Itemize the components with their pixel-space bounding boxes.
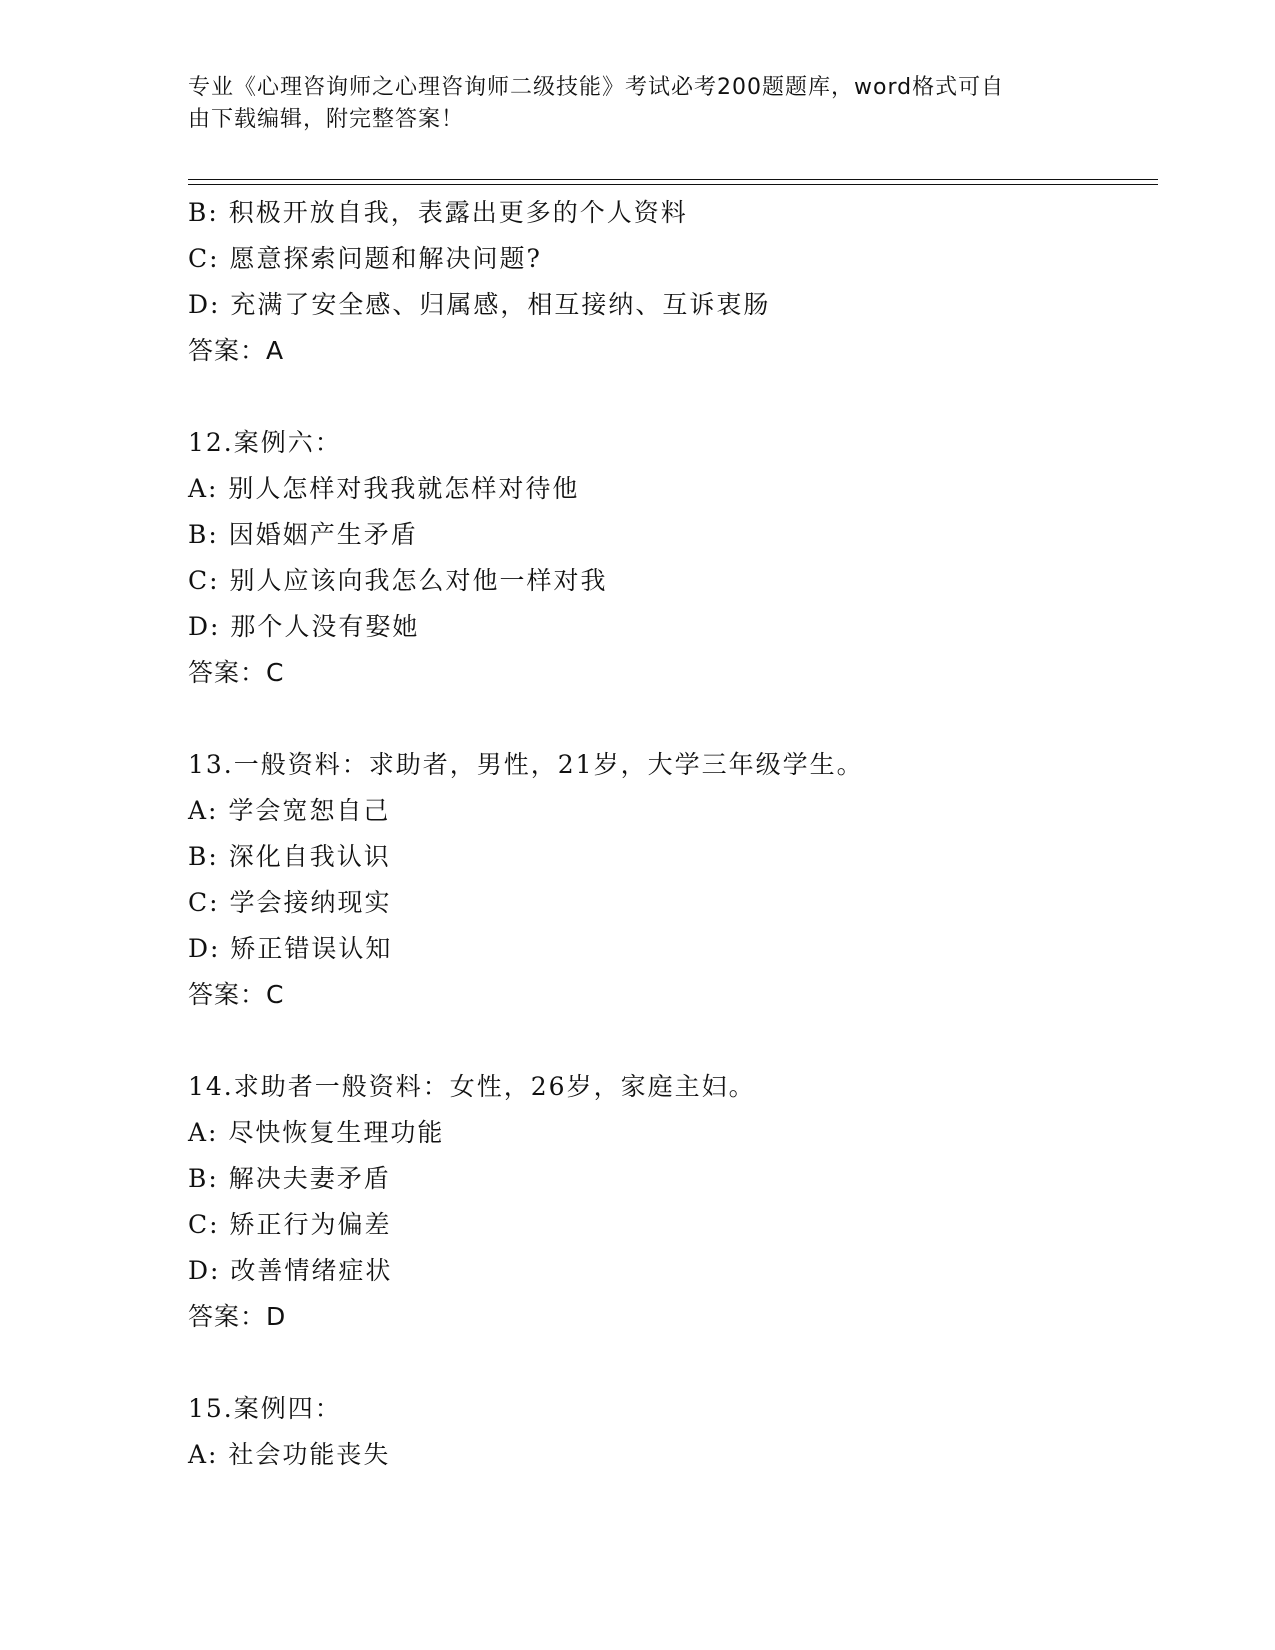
- option-b: B: 深化自我认识: [188, 842, 391, 871]
- document-header: [188, 72, 1068, 136]
- option-d: D: 充满了安全感、归属感，相互接纳、互诉衷肠: [188, 290, 771, 319]
- question-title: 12.案例六：: [188, 428, 342, 457]
- option-c: C: 学会接纳现实: [188, 888, 392, 917]
- option-b: B: 因婚姻产生矛盾: [188, 520, 418, 549]
- question-block-12: [188, 420, 1148, 696]
- header-line-2: 由下载编辑，附完整答案！: [188, 107, 465, 132]
- question-list: [188, 190, 1148, 1478]
- question-title: 15.案例四：: [188, 1394, 342, 1423]
- spacer: [188, 374, 1148, 420]
- question-title: 14.求助者一般资料：女性，26岁，家庭主妇。: [188, 1072, 756, 1101]
- option-d: D: 改善情绪症状: [188, 1256, 393, 1285]
- question-block-13: [188, 742, 1148, 1018]
- spacer: [188, 1018, 1148, 1064]
- spacer: [188, 696, 1148, 742]
- option-d: D: 矫正错误认知: [188, 934, 393, 963]
- question-block-14: [188, 1064, 1148, 1340]
- header-divider-bottom: [188, 184, 1158, 185]
- answer-line: 答案：D: [188, 1302, 287, 1331]
- answer-line: 答案：C: [188, 980, 285, 1009]
- option-a: A: 别人怎样对我我就怎样对待他: [188, 474, 580, 503]
- question-block-15: [188, 1386, 1148, 1478]
- header-divider-top: [188, 179, 1158, 180]
- answer-line: 答案：A: [188, 336, 285, 365]
- option-b: B: 积极开放自我，表露出更多的个人资料: [188, 198, 688, 227]
- answer-line: 答案：C: [188, 658, 285, 687]
- option-a: A: 学会宽恕自己: [188, 796, 391, 825]
- spacer: [188, 1340, 1148, 1386]
- question-block-11: [188, 190, 1148, 374]
- option-c: C: 愿意探索问题和解决问题?: [188, 244, 542, 273]
- option-a: A: 社会功能丧失: [188, 1440, 391, 1469]
- option-c: C: 别人应该向我怎么对他一样对我: [188, 566, 608, 595]
- option-d: D: 那个人没有娶她: [188, 612, 420, 641]
- header-line-1: 专业《心理咨询师之心理咨询师二级技能》考试必考200题题库，word格式可自: [188, 75, 1005, 100]
- option-a: A: 尽快恢复生理功能: [188, 1118, 445, 1147]
- question-title: 13.一般资料：求助者，男性，21岁，大学三年级学生。: [188, 750, 864, 779]
- option-b: B: 解决夫妻矛盾: [188, 1164, 391, 1193]
- option-c: C: 矫正行为偏差: [188, 1210, 392, 1239]
